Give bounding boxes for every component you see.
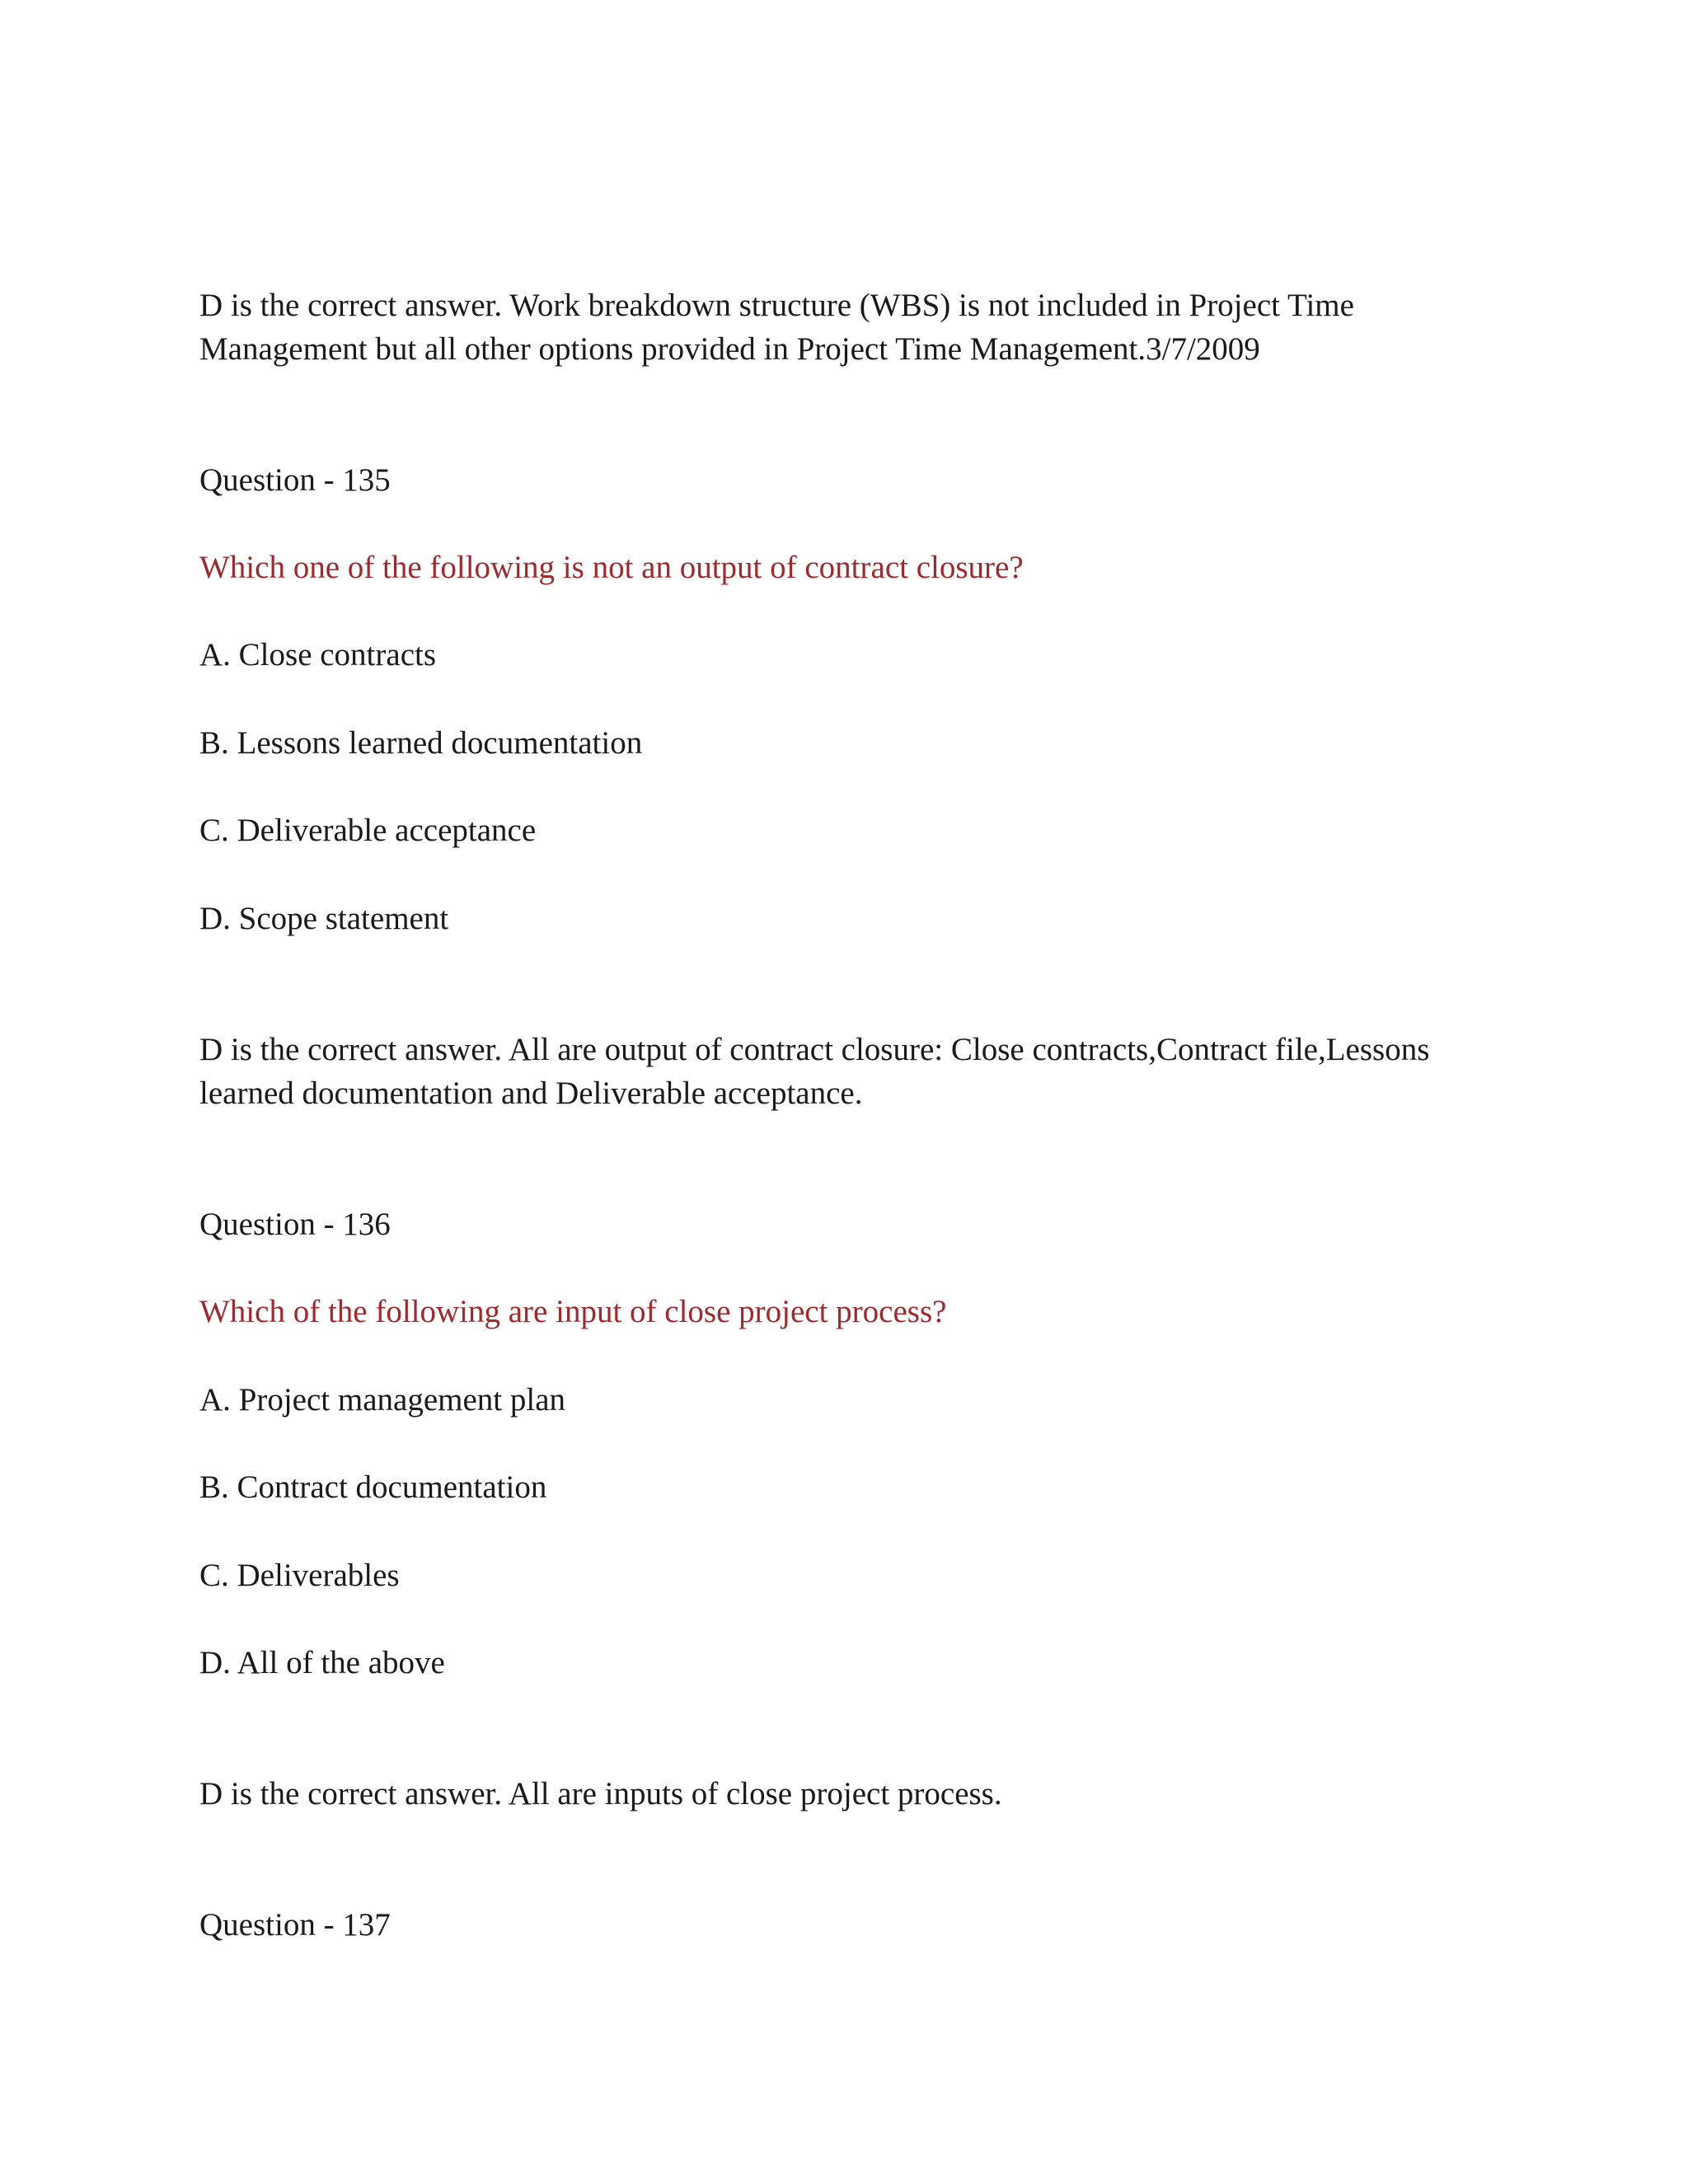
- question-135-heading: Question - 135: [199, 462, 391, 498]
- answer-135-line-1: D is the correct answer. All are output of contract closure: Close contracts,Contract file,Lessons: [199, 1032, 1430, 1067]
- answer-135-line-2: learned documentation and Deliverable acceptance.: [199, 1076, 863, 1111]
- question-136-option-b: B. Contract documentation: [199, 1469, 547, 1505]
- answer-134-line-2: Management but all other options provided in Project Time Management.3/7/2009: [199, 331, 1260, 367]
- question-135-option-b: B. Lessons learned documentation: [199, 725, 643, 761]
- question-135-text: Which one of the following is not an output of contract closure?: [199, 550, 1024, 585]
- question-136-option-a: A. Project management plan: [199, 1382, 566, 1418]
- question-136-text: Which of the following are input of close project process?: [199, 1294, 947, 1329]
- question-136-option-c: C. Deliverables: [199, 1558, 400, 1593]
- answer-134-line-1: D is the correct answer. Work breakdown structure (WBS) is not included in Project Time: [199, 288, 1354, 323]
- question-136-heading: Question - 136: [199, 1207, 391, 1242]
- question-135-option-d: D. Scope statement: [199, 901, 449, 936]
- question-135-option-a: A. Close contracts: [199, 637, 437, 673]
- question-135-option-c: C. Deliverable acceptance: [199, 813, 537, 848]
- question-137-heading: Question - 137: [199, 1907, 391, 1943]
- question-136-option-d: D. All of the above: [199, 1645, 445, 1680]
- answer-136-line-1: D is the correct answer. All are inputs of close project process.: [199, 1776, 1002, 1811]
